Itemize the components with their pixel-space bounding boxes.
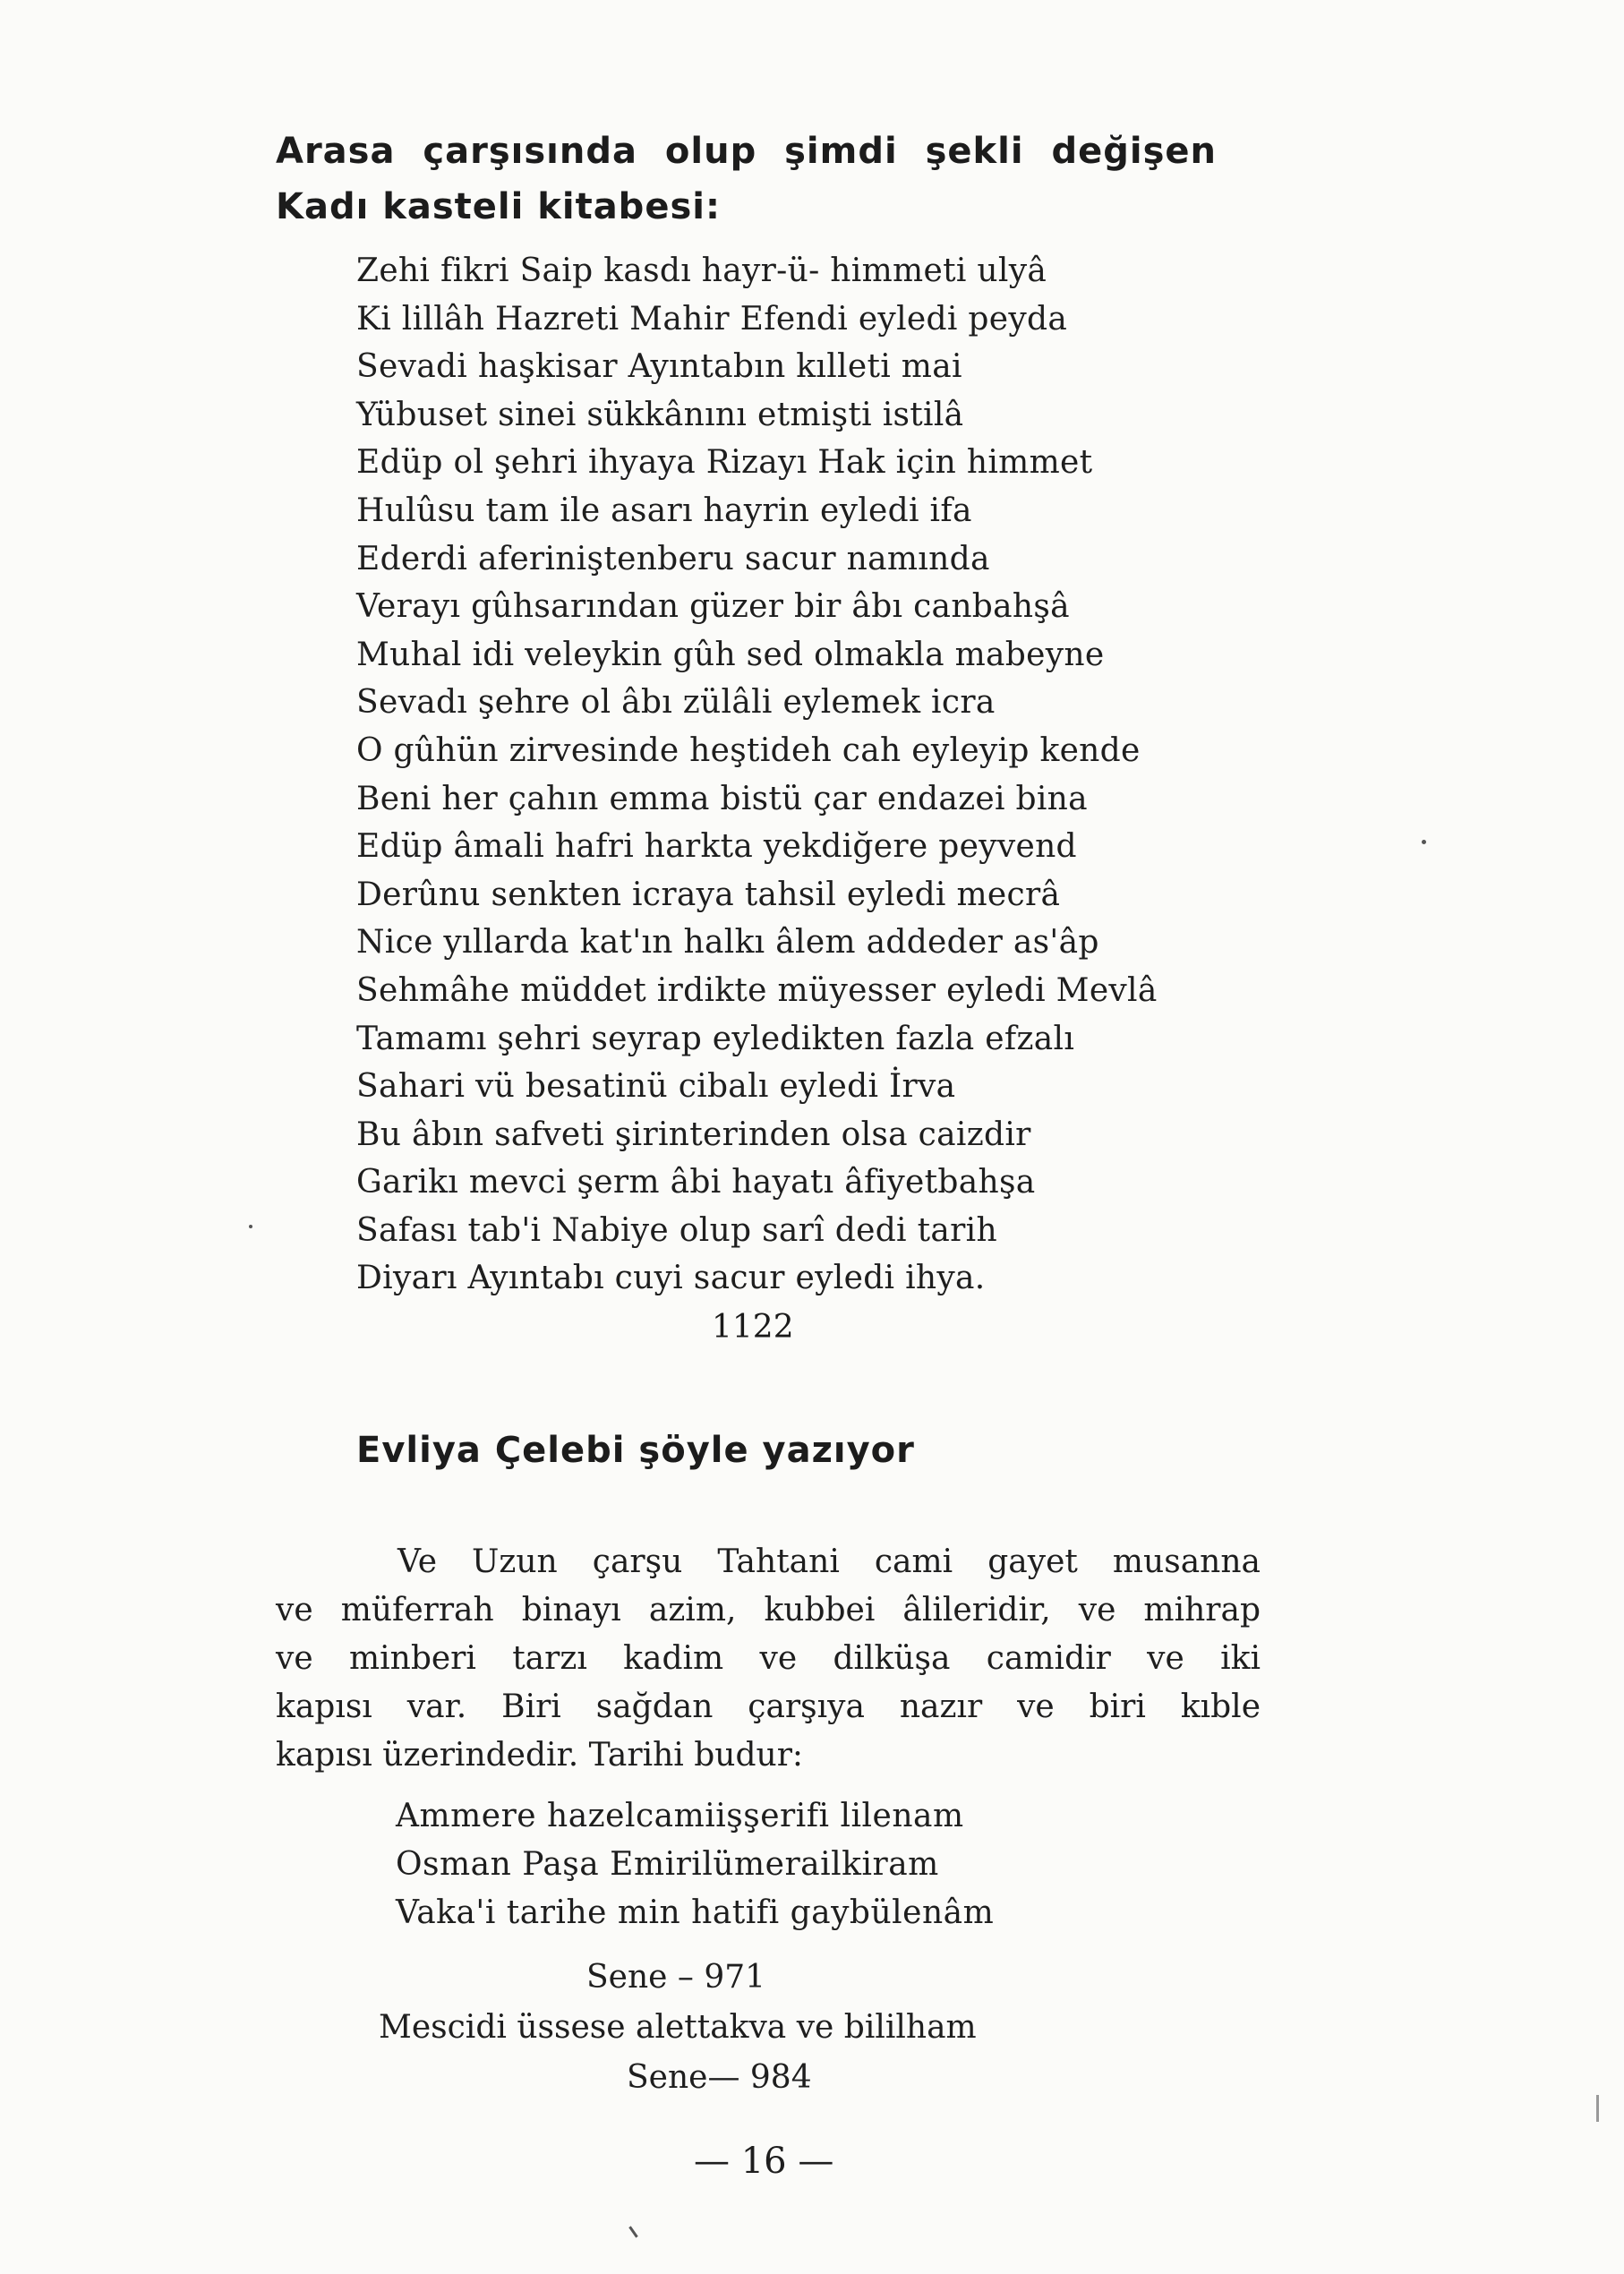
verse-line: Verayı gûhsarından güzer bir âbı canbahşâ — [356, 588, 1070, 626]
prose-line: Ve Uzun çarşu Tahtani cami gayet musanna — [397, 1543, 1261, 1580]
verse-line: Yübuset sinei sükkânını etmişti istilâ — [356, 396, 964, 433]
inscription-line: Ammere hazelcamiişşerifi lilenam — [396, 1798, 964, 1834]
section-heading-line1: Arasa çarşısında olup şimdi şekli değişen — [276, 131, 1217, 172]
prose-line: kapısı var. Biri sağdan çarşıya nazır ve biri kıble — [276, 1688, 1261, 1725]
verse-line: Sehmâhe müddet irdikte müyesser eyledi Mevlâ — [356, 971, 1158, 1009]
verse-line: Ederdi aferiniştenberu sacur namında — [356, 540, 990, 577]
sene-first: Sene – 971 — [586, 1959, 766, 1996]
verse-line: Sevadı şehre ol âbı zülâli eylemek icra — [356, 684, 996, 722]
verse-line: Nice yıllarda kat'ın halkı âlem addeder as'âp — [356, 924, 1099, 962]
scan-speck — [628, 2226, 637, 2237]
scan-speck — [1596, 2095, 1599, 2122]
verse-line: Sevadi haşkisar Ayıntabın kılleti mai — [356, 348, 962, 386]
page-number: — 16 — — [694, 2141, 834, 2182]
inscription-line: Vaka'i tarihe min hatifi gaybülenâm — [396, 1894, 995, 1931]
kitabe-verse — [356, 247, 1158, 1303]
verse-line: Zehi fikri Saip kasdı hayr-ü- himmeti ulyâ — [356, 252, 1047, 289]
verse-line: Sahari vü besatinü cibalı eyledi İrva — [356, 1068, 956, 1106]
verse-line: Garikı mevci şerm âbi hayatı âfiyetbahşa — [356, 1164, 1036, 1201]
inscription-line: Osman Paşa Emirilümerailkiram — [396, 1846, 939, 1883]
prose-line: kapısı üzerindedir. Tarihi budur: — [276, 1737, 804, 1774]
verse-line: Beni her çahın emma bistü çar endazei bina — [356, 780, 1088, 817]
scan-speck — [1422, 840, 1426, 844]
verse-line: Bu âbın safveti şirinterinden olsa caizdir — [356, 1116, 1031, 1153]
verse-line: Hulûsu tam ile asarı hayrin eyledi ifa — [356, 492, 972, 529]
verse-line: Muhal idi veleykin gûh sed olmakla mabeyne — [356, 636, 1105, 673]
section-heading-line2: Kadı kasteli kitabesi: — [276, 186, 721, 227]
verse-line: Edüp ol şehri ihyaya Rizayı Hak için himmet — [356, 444, 1093, 482]
verse-line: Derûnu senkten icraya tahsil eyledi mecrâ — [356, 876, 1061, 913]
verse-line: Edüp âmali hafri harkta yekdiğere peyvend — [356, 828, 1077, 866]
prose-line: ve minberi tarzı kadim ve dilküşa camidir ve iki — [276, 1640, 1261, 1677]
verse-year: 1122 — [712, 1309, 794, 1346]
verse-line: Safası tab'i Nabiye olup sarî dedi tarih — [356, 1211, 997, 1249]
evliya-heading: Evliya Çelebi şöyle yazıyor — [356, 1430, 915, 1471]
verse-line: Tamamı şehri seyrap eyledikten fazla efzalı — [356, 1020, 1075, 1057]
prose-paragraph — [276, 1538, 1261, 1780]
scan-speck — [249, 1225, 252, 1228]
sene-second: Sene— 984 — [627, 2059, 812, 2096]
verse-line: Diyarı Ayıntabı cuyi sacur eyledi ihya. — [356, 1260, 986, 1297]
inscription-verse — [396, 1792, 994, 1937]
prose-line: ve müferrah binayı azim, kubbei âlileridir, ve mihrap — [276, 1592, 1261, 1629]
verse-line: Ki lillâh Hazreti Mahir Efendi eyledi peyda — [356, 300, 1068, 338]
verse-line: O gûhün zirvesinde heştideh cah eyleyip kende — [356, 731, 1141, 769]
mescid-line: Mescidi üssese alettakva ve bililham — [379, 2009, 977, 2046]
